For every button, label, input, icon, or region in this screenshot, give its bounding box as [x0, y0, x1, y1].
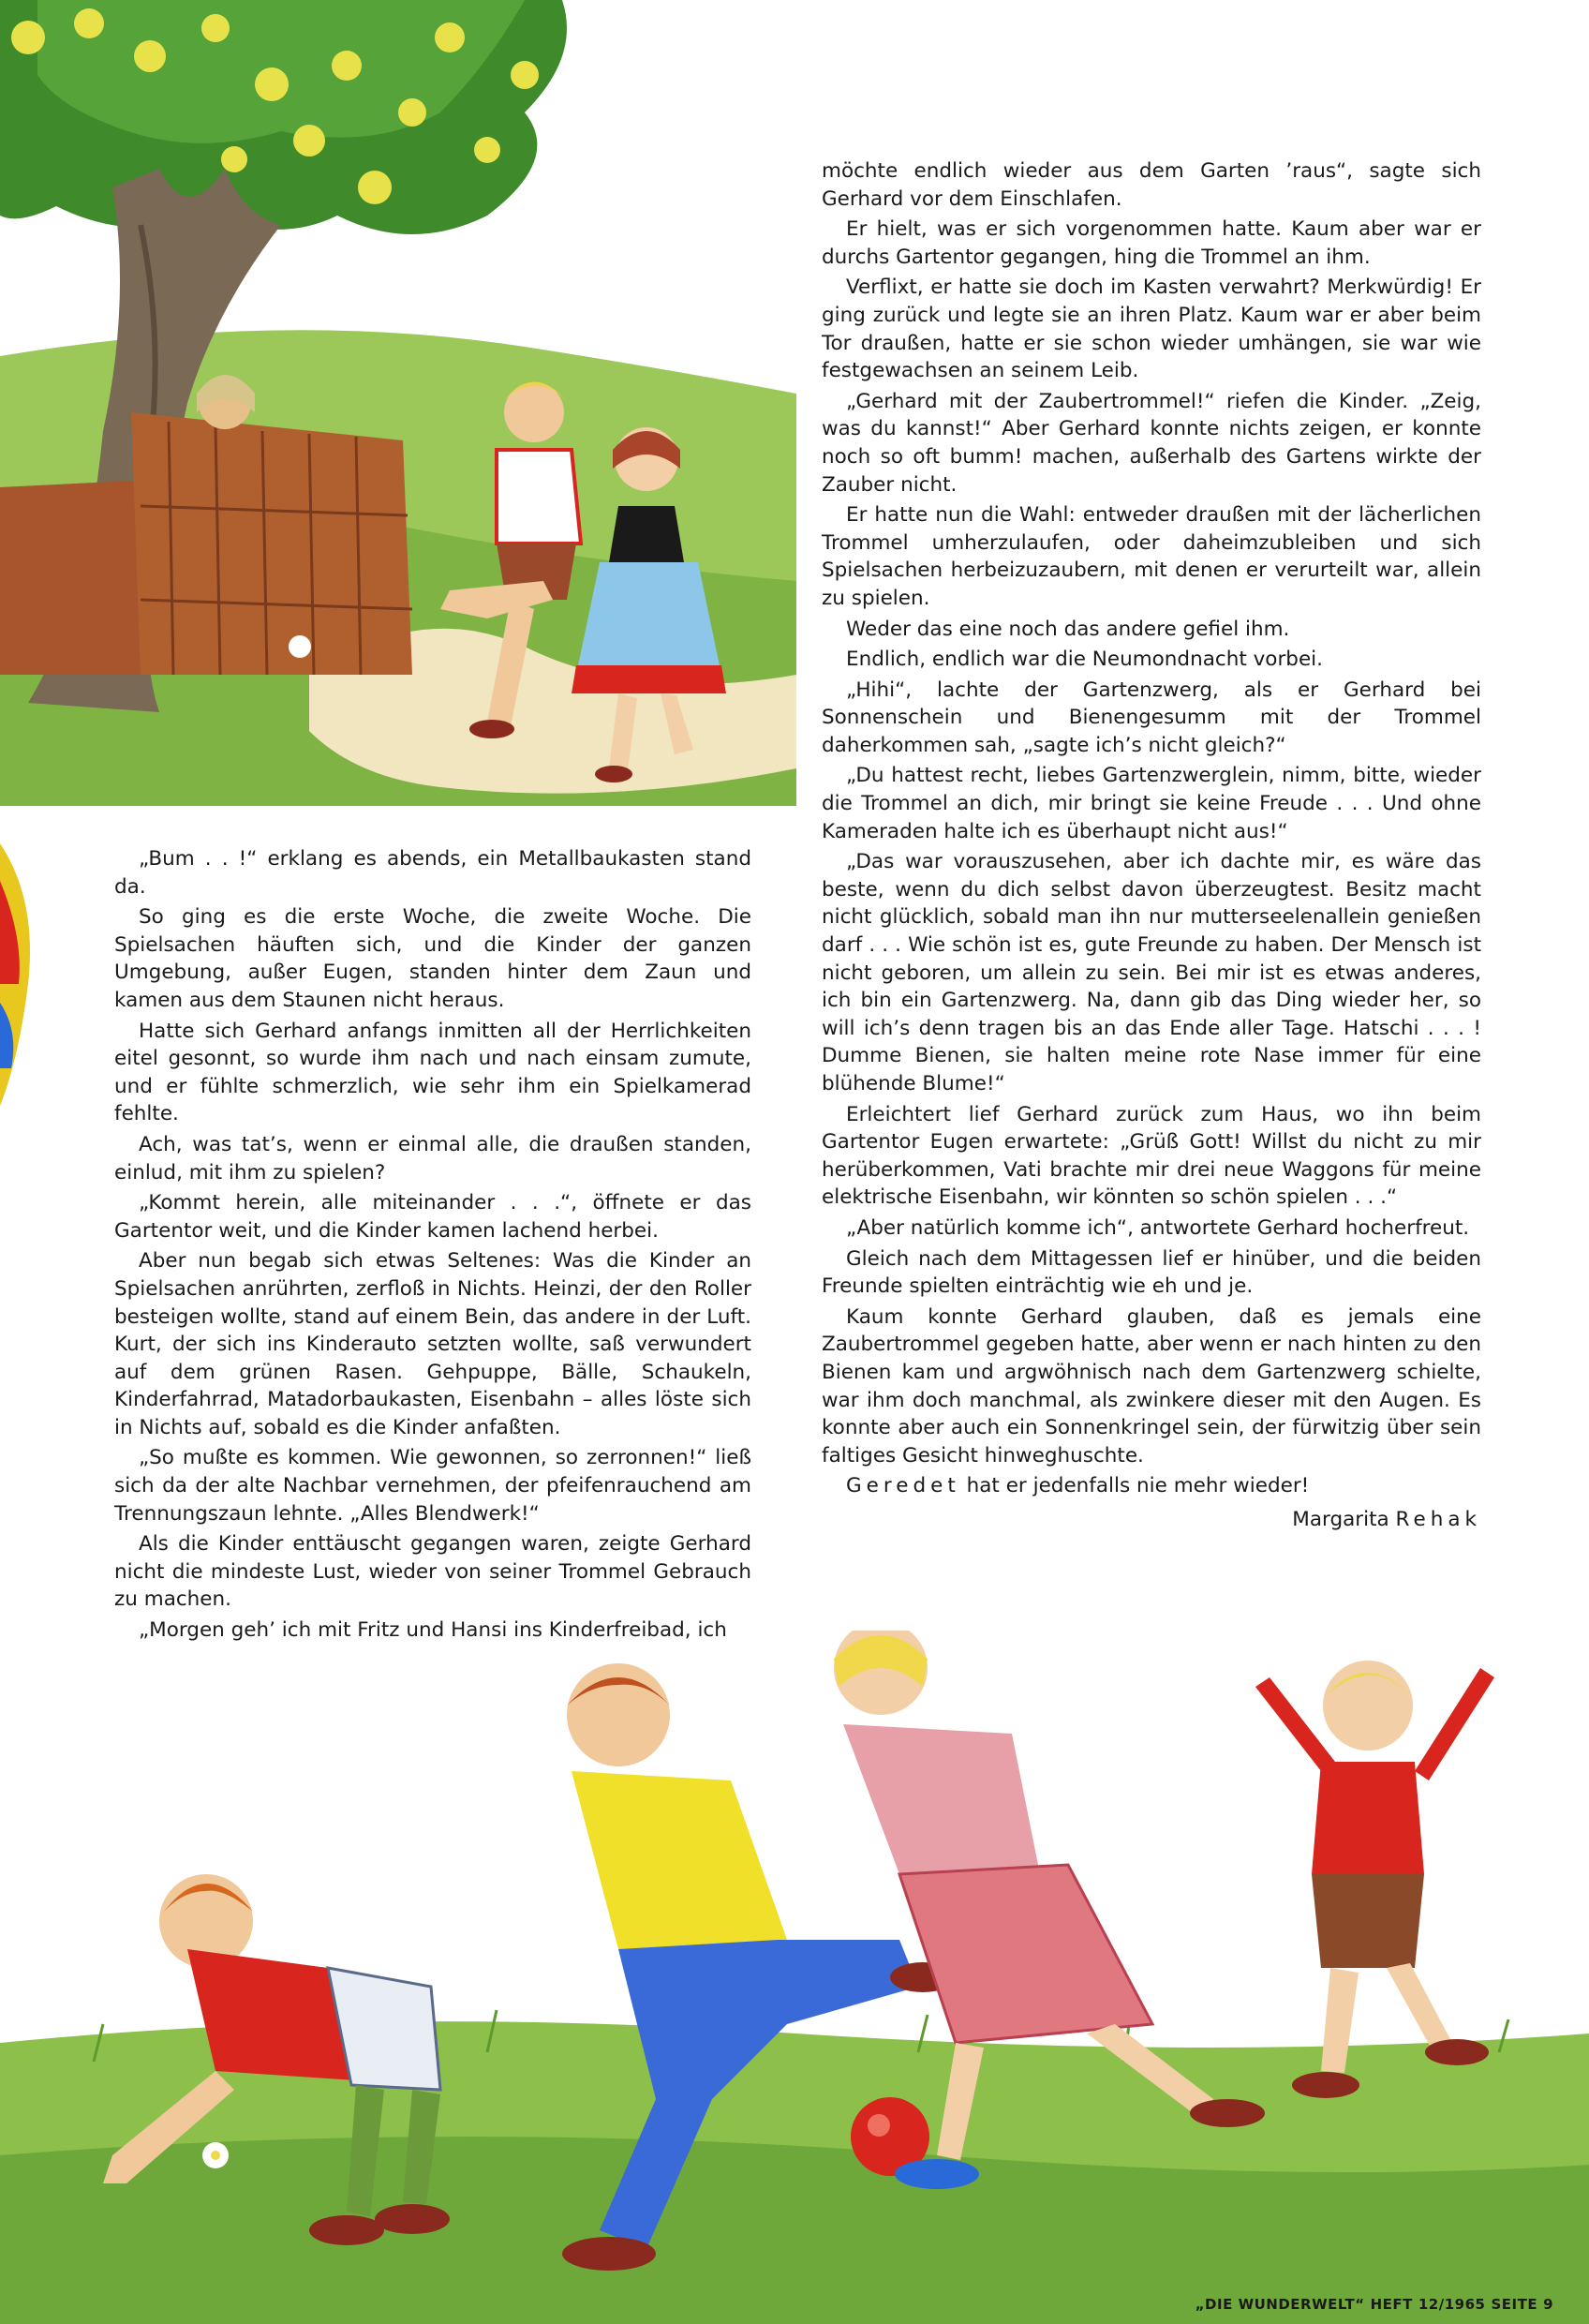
author-last-name: Rehak: [1395, 1507, 1481, 1531]
paragraph: „Du hattest recht, liebes Gartenzwerglein, nimm, bitte, wieder die Trommel an dich, mir bringt sie keine Freude . . . Und ohne Kameraden halte ich es überhaupt nicht aus!“: [822, 764, 1481, 843]
author-first-name: Margarita: [1292, 1507, 1396, 1531]
text-column-right: [822, 157, 1481, 1537]
paragraph: Er hatte nun die Wahl: entweder draußen mit der lächerlichen Trommel umherzulaufen, oder daheimzubleiben und sich Spielsachen herbeizuzaubern, mit denen er verurteilt war, allein zu spielen.: [822, 503, 1481, 610]
paragraph: Hatte sich Gerhard anfangs inmitten all der Herrlichkeiten eitel gesonnt, so wurde ihm nach und nach einsam zumute, und er fühlte schmerzlich, wie sehr ihm ein Spielkamerad fehlte.: [114, 1019, 751, 1126]
spaced-word: Geredet: [846, 1474, 960, 1498]
apple-tree-children-fence-illustration: [0, 0, 796, 806]
paragraph: „Hihi“, lachte der Gartenzwerg, als er Gerhard bei Sonnenschein und Bienengesumm mit der Trommel daherkommen sah, „sagte ich’s nicht gleich?“: [822, 678, 1481, 757]
paragraph: „So mußte es kommen. Wie gewonnen, so zerronnen!“ ließ sich da der alte Nachbar vernehmen, der pfeifenrauchend am Trennungszaun lehnte. „Alles Blendwerk!“: [114, 1446, 751, 1526]
top-illustration: [0, 0, 796, 806]
paragraph: Als die Kinder enttäuscht gegangen waren, zeigte Gerhard nicht die mindeste Lust, wieder von seiner Trommel Gebrauch zu machen.: [114, 1532, 751, 1612]
paragraph: „Aber natürlich komme ich“, antwortete Gerhard hocherfreut.: [846, 1215, 1470, 1240]
ball-fragment-icon: [0, 843, 37, 1125]
page-footer: [1190, 2296, 1553, 2313]
paragraph: Er hielt, was er sich vorgenommen hatte. Kaum aber war er durchs Gartentor gegangen, hing die Trommel an ihm.: [822, 217, 1481, 269]
closing-text: hat er jedenfalls nie mehr wieder!: [959, 1474, 1310, 1498]
paragraph: Ach, was tat’s, wenn er einmal alle, die draußen standen, einlud, mit ihm zu spielen?: [114, 1132, 751, 1184]
seite-label: SEITE: [1491, 2296, 1538, 2313]
paragraph: Endlich, endlich war die Neumondnacht vorbei.: [846, 648, 1323, 672]
text-column-left: [114, 845, 751, 1647]
ball-fragment: [0, 843, 37, 1125]
paragraph: Kaum konnte Gerhard glauben, daß es jemals eine Zaubertrommel gegeben hatte, aber wenn er nach hinten zu den Bienen kam und argwöhnisch nach dem Gartenzwerg schielte, war ihm doch manchmal, als zwinkere dieser mit den Augen. Es konnte aber auch ein Sonnenkringel sein, der fürwitzig über sein faltiges Gesicht hinweghuschte.: [822, 1304, 1481, 1467]
small-flower: [289, 635, 311, 658]
page-number: 9: [1543, 2296, 1553, 2313]
publication-name: „DIE WUNDERWELT“: [1195, 2296, 1365, 2313]
small-boy-lederhosen: [1255, 1661, 1494, 2098]
paragraph: Erleichtert lief Gerhard zurück zum Haus, wo ihn beim Gartentor Eugen erwartete: „Grüß Gott! Willst du nicht zu mir herüberkommen, Vati brachte mir drei neue Waggons für meine elektrische Eisenbahn, wir könnten so schön spielen . . .“: [822, 1102, 1481, 1210]
paragraph: „Gerhard mit der Zaubertrommel!“ riefen die Kinder. „Zeig, was du kannst!“ Aber Gerhard konnte nichts zeigen, er konnte noch so oft bumm! machen, außerhalb des Gartens wirkte der Zauber nicht.: [822, 389, 1481, 497]
paragraph: „Kommt herein, alle miteinander . . .“, öffnete er das Gartentor weit, und die Kinder kamen lachend herbei.: [114, 1191, 751, 1243]
paragraph: „Bum . . !“ erklang es abends, ein Metallbaukasten stand da.: [114, 847, 751, 899]
paragraph: Aber nun begab sich etwas Seltenes: Was die Kinder an Spielsachen anrührten, zerfloß in Nichts. Heinzi, der den Roller besteigen wollte, stand auf einem Bein, das andere in der Luft. Kurt, der sich ins Kinderauto setzten wollte, saß verwundert auf dem grünen Rasen. Gehpuppe, Bälle, Schaukeln, Kinderfahrrad, Matadorbaukasten, Eisenbahn – alles löste sich in Nichts auf, sobald es die Kinder anfaßten.: [114, 1249, 751, 1439]
paragraph: Gleich nach dem Mittagessen lief er hinüber, und die beiden Freunde spielten einträchtig wie eh und je.: [822, 1246, 1481, 1299]
issue-number: 12/1965: [1418, 2296, 1486, 2313]
paragraph: „Das war vorauszusehen, aber ich dachte mir, es wäre das beste, wenn du dich selbst davon überzeugtest. Besitz macht nicht glücklich, sobald man ihn nur mutterseelenallein genießen darf . . . Wie schön ist es, gute Freunde zu haben. Der Mensch ist nicht geboren, um allein zu sein. Bei mir ist es etwas anderes, ich bin ein Gartenzwerg. Na, dann gib das Ding wieder her, so will ich’s denn tragen bis an das Ende aller Tage. Hatschi . . . ! Dumme Bienen, sie halten meine rote Nase immer für eine blühende Blume!“: [822, 850, 1481, 1095]
paragraph: „Morgen geh’ ich mit Fritz und Hansi ins Kinderfreibad, ich: [139, 1618, 727, 1643]
heft-label: HEFT: [1370, 2296, 1413, 2313]
bottom-illustration: [0, 1631, 1589, 2324]
children-playing-ball-illustration: [0, 1631, 1589, 2324]
dress: [576, 562, 721, 675]
closing-paragraph: [822, 1472, 1481, 1500]
paragraph: So ging es die erste Woche, die zweite Woche. Die Spielsachen häuften sich, und die Kinder der ganzen Umgebung, außer Eugen, standen hinter dem Zaun und kamen aus dem Staunen nicht heraus.: [114, 905, 751, 1012]
plaid-skirt: [899, 1865, 1152, 2043]
apple-icon: [11, 21, 45, 54]
paragraph: Verflixt, er hatte sie doch im Kasten verwahrt? Merkwürdig! Er ging zurück und legte sie an ihren Platz. Kaum war er aber beim Tor draußen, hatte er sie schon wieder umhängen, sie war wie festgewachsen an seinem Leib.: [822, 276, 1481, 383]
paragraph: Weder das eine noch das andere gefiel ihm.: [846, 617, 1290, 641]
author-signature: [822, 1506, 1481, 1534]
paragraph: möchte endlich wieder aus dem Garten ’raus“, sagte sich Gerhard vor dem Einschlafen.: [822, 159, 1481, 211]
